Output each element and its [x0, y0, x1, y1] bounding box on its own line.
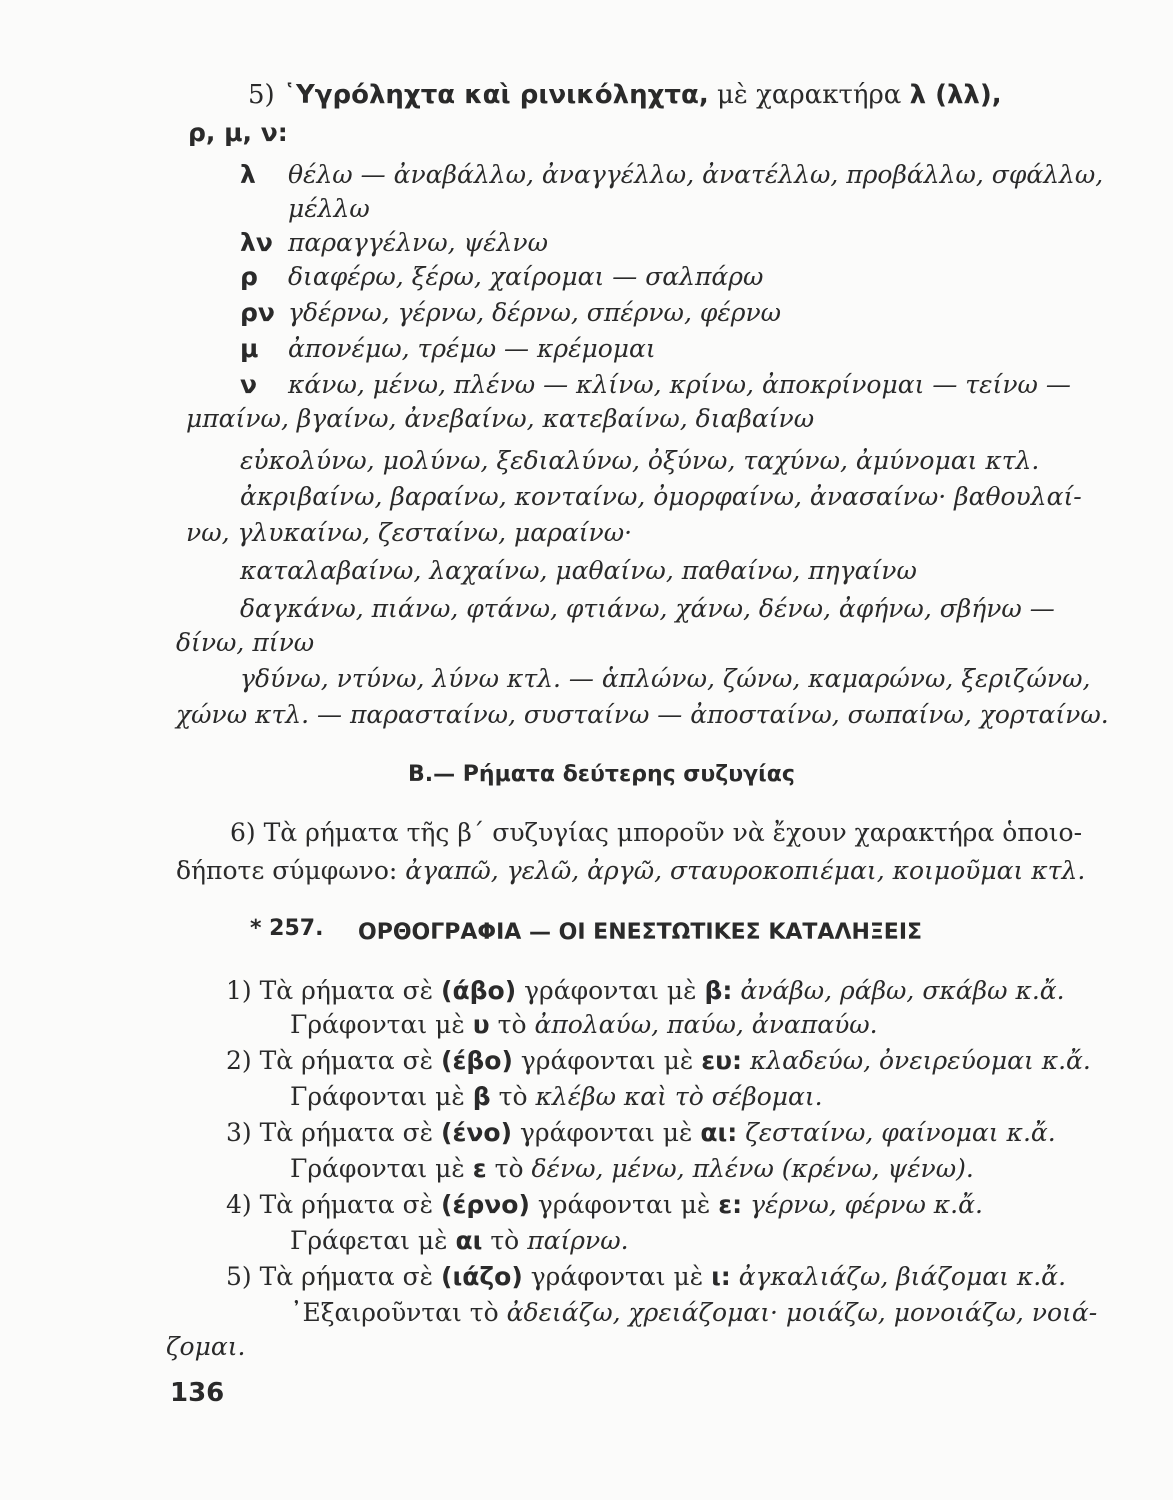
rule-letter: αι:: [700, 1118, 738, 1147]
row-label: ν: [240, 370, 258, 399]
item6-text: Τὰ ρήματα τῆς β΄ συζυγίας μποροῦν νὰ ἔχουν χαρακτήρα ὁποιο-: [263, 818, 1083, 847]
cont-line: καταλαβαίνω, λαχαίνω, μαθαίνω, παθαίνω, πηγαίνω: [240, 556, 917, 585]
row-text: θέλω — ἀναβάλλω, ἀναγγέλλω, ἀνατέλλω, προβάλλω, σφάλλω,: [288, 160, 1104, 189]
rule-sub-letter: ε: [472, 1154, 487, 1183]
rule-number: 2): [226, 1046, 252, 1075]
rule-ending: (ιάζο): [441, 1262, 523, 1291]
row-label: μ: [240, 334, 259, 363]
row-mu: [240, 334, 656, 364]
item5-title: ῾Υγρόληχτα καὶ ρινικόληχτα,: [282, 80, 709, 110]
item5-chars-cont: ρ, μ, ν:: [188, 118, 288, 147]
row-label: λ: [240, 160, 256, 189]
rule-examples: κλαδεύω, ὀνειρεύομαι κ.ἄ.: [749, 1046, 1091, 1075]
rule-letter: ε:: [718, 1190, 743, 1219]
row-label: ρν: [240, 298, 275, 327]
rule-pre: Τὰ ρήματα σὲ: [259, 976, 434, 1005]
rule-sub-pre: Γράφονται μὲ: [290, 1010, 465, 1039]
section-b-heading: Β.— Ρήματα δεύτερης συζυγίας: [408, 762, 795, 787]
cont-line: χώνω κτλ. — παρασταίνω, συσταίνω — ἀποσταίνω, σωπαίνω, χορταίνω.: [176, 700, 1109, 729]
rule-mid: γράφονται μὲ: [524, 976, 697, 1005]
cont-line: δαγκάνω, πιάνω, φτάνω, φτιάνω, χάνω, δένω, ἀφήνω, σβήνω —: [240, 594, 1055, 623]
item6-examples: ἀγαπῶ, γελῶ, ἀργῶ, σταυροκοπιέμαι, κοιμοῦμαι κτλ.: [405, 856, 1086, 885]
rule-number: 5): [226, 1262, 252, 1291]
rule-examples: ἀνάβω, ράβω, σκάβω κ.ἄ.: [740, 976, 1065, 1005]
rule-examples: ζεσταίνω, φαίνομαι κ.ἄ.: [745, 1118, 1056, 1147]
row-lambda-cont: [240, 194, 370, 224]
rule-sub-mid: τὸ: [498, 1082, 528, 1111]
rule-pre: Τὰ ρήματα σὲ: [259, 1118, 434, 1147]
rule-sub-pre: Γράφεται μὲ: [290, 1226, 448, 1255]
rule-sub-mid: τὸ: [494, 1154, 524, 1183]
rule-sub-pre: Γράφονται μὲ: [290, 1082, 465, 1111]
item6-line2: [176, 856, 1085, 886]
rule-sub-pre: ᾿Εξαιροῦνται τὸ: [290, 1298, 499, 1327]
rule-sub-letter: υ: [472, 1010, 490, 1039]
rule-sub-examples: ἀδειάζω, χρειάζομαι· μοιάζω, μονοιάζω, νοιά-: [506, 1298, 1098, 1327]
item5-number: 5): [248, 80, 275, 110]
rule-mid: γράφονται μὲ: [519, 1118, 693, 1147]
section-257-title: ΟΡΘΟΓΡΑΦΙΑ — ΟΙ ΕΝΕΣΤΩΤΙΚΕΣ ΚΑΤΑΛΗΞΕΙΣ: [358, 920, 923, 945]
cont-line: εὐκολύνω, μολύνω, ξεδιαλύνω, ὀξύνω, ταχύνω, ἀμύνομαι κτλ.: [240, 446, 1040, 475]
rule-4: [226, 1190, 983, 1220]
rule-sub-pre: Γράφονται μὲ: [290, 1154, 465, 1183]
rule-5-sub: [290, 1298, 1097, 1328]
item5-heading: [248, 80, 1002, 110]
item6-text-plain: δήποτε σύμφωνο:: [176, 856, 398, 885]
rule-mid: γράφονται μὲ: [537, 1190, 711, 1219]
rule-ending: (έβο): [441, 1046, 513, 1075]
item6-line1: [230, 818, 1082, 848]
rule-letter: ι:: [711, 1262, 731, 1291]
rule-sub-examples: κλέβω καὶ τὸ σέβομαι.: [535, 1082, 823, 1111]
section-257-number: * 257.: [250, 916, 324, 941]
row-lambda-nu: [240, 228, 548, 258]
rule-ending: (άβο): [441, 976, 517, 1005]
row-text: κάνω, μένω, πλένω — κλίνω, κρίνω, ἀποκρίνομαι — τείνω —: [288, 370, 1071, 399]
rule-1: [226, 976, 1065, 1006]
rule-sub-mid: τὸ: [497, 1010, 527, 1039]
rule-4-sub: [290, 1226, 629, 1256]
row-nu: [240, 370, 1071, 400]
rule-2-sub: [290, 1082, 823, 1112]
page-number: 136: [170, 1378, 225, 1408]
rule-number: 1): [226, 976, 252, 1005]
item5-suffix: μὲ χαρακτήρα: [716, 80, 902, 110]
cont-line: ἀκριβαίνω, βαραίνω, κονταίνω, ὀμορφαίνω, ἀνασαίνω· βαθουλαί-: [240, 482, 1082, 511]
cont-line: νω, γλυκαίνω, ζεσταίνω, μαραίνω·: [186, 518, 633, 547]
rule-sub-mid: τὸ: [490, 1226, 520, 1255]
rule-5: [226, 1262, 1066, 1292]
row-text: μέλλω: [288, 194, 370, 223]
rule-3: [226, 1118, 1056, 1148]
row-text: γδέρνω, γέρνω, δέρνω, σπέρνω, φέρνω: [288, 298, 782, 327]
rule-number: 4): [226, 1190, 252, 1219]
rule-ending: (έρνο): [441, 1190, 530, 1219]
item6-number: 6): [230, 818, 256, 847]
row-label: λν: [240, 228, 273, 257]
cont-line: δίνω, πίνω: [176, 628, 315, 657]
rule-2: [226, 1046, 1091, 1076]
rule-pre: Τὰ ρήματα σὲ: [259, 1046, 434, 1075]
rule-examples: γέρνω, φέρνω κ.ἄ.: [750, 1190, 983, 1219]
rule-letter: β:: [704, 976, 733, 1005]
row-text: παραγγέλνω, ψέλνω: [288, 228, 548, 257]
rule-3-sub: [290, 1154, 974, 1184]
rule-mid: γράφονται μὲ: [520, 1046, 694, 1075]
rule-sub-letter: αι: [455, 1226, 483, 1255]
rule-sub-examples: δένω, μένω, πλένω (κρένω, ψένω).: [531, 1154, 974, 1183]
rule-5-tail: ζομαι.: [166, 1332, 246, 1361]
row-label: ρ: [240, 262, 258, 291]
row-lambda: [240, 160, 1103, 190]
rule-pre: Τὰ ρήματα σὲ: [259, 1262, 434, 1291]
rule-1-sub: [290, 1010, 878, 1040]
rule-examples: ἀγκαλιάζω, βιάζομαι κ.ἄ.: [738, 1262, 1067, 1291]
rule-letter: ευ:: [701, 1046, 742, 1075]
row-rho: [240, 262, 763, 292]
row-rho-nu: [240, 298, 781, 328]
rule-sub-examples: παίρνω.: [527, 1226, 629, 1255]
row-text: ἀπονέμω, τρέμω — κρέμομαι: [288, 334, 656, 363]
cont-line: μπαίνω, βγαίνω, ἀνεβαίνω, κατεβαίνω, διαβαίνω: [186, 404, 815, 433]
rule-sub-examples: ἀπολαύω, παύω, ἀναπαύω.: [534, 1010, 878, 1039]
rule-number: 3): [226, 1118, 252, 1147]
rule-pre: Τὰ ρήματα σὲ: [259, 1190, 434, 1219]
rule-mid: γράφονται μὲ: [530, 1262, 704, 1291]
cont-line: γδύνω, ντύνω, λύνω κτλ. — ἁπλώνω, ζώνω, καμαρώνω, ξεριζώνω,: [240, 664, 1091, 693]
rule-sub-letter: β: [472, 1082, 491, 1111]
item5-chars: λ (λλ),: [909, 80, 1002, 110]
rule-ending: (ένο): [441, 1118, 513, 1147]
row-text: διαφέρω, ξέρω, χαίρομαι — σαλπάρω: [288, 262, 764, 291]
